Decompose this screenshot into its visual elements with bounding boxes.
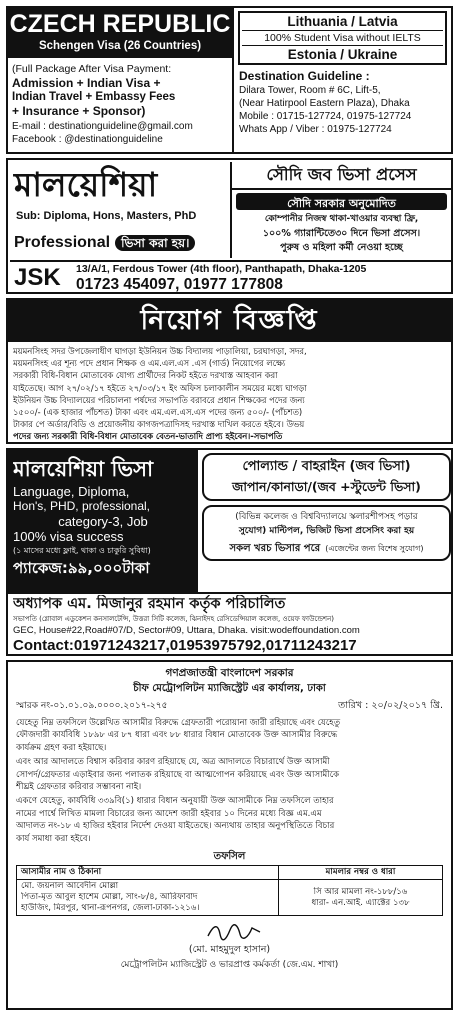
case-number: সি আর মামলা নং-১৮৮/১৬: [313, 887, 408, 898]
memo-row: [16, 698, 443, 714]
office-name: চীফ মেট্রোপলিটন ম্যাজিস্ট্রেট এর কার্যালয়, ঢাকা: [133, 683, 326, 694]
destination-contact: [234, 65, 451, 136]
czech-left-panel: [8, 8, 232, 152]
student-visa-line: 100% Student Visa without IELTS: [242, 30, 443, 46]
recruitment-line: টাকার পে অর্ডার/বিডি ও প্রয়োজনীয় কাগজপত্রাদিসহ দরখাস্ত দাখিল করতে হইবে। উভয়: [13, 419, 305, 430]
tofsil-table: [16, 865, 443, 916]
facebook-text: Facebook : @destinationguideline: [12, 134, 163, 145]
address-line: (Near Hatirpool Eastern Plaza), Dhaka: [239, 98, 410, 109]
recruitment-line: পদের জন্য সরকারী বিধি-বিধান মোতাবেক বেতন-ভাতাদি প্রাপ্য হইবেন।-সভাপতি: [13, 431, 283, 442]
signer-name: (মো. মাহমুদুল হাসান): [188, 944, 271, 956]
recruitment-line: ১৫০০/- (এক হাজার পাঁচশত) টাকা এবং এম.এল.এস.এস পদের জন্য ৫০০/- (পাঁচশত): [13, 407, 303, 418]
professional-label: Professional: [14, 234, 111, 251]
agent-offer: (এজেন্টের জন্য বিশেষ সুযোগ): [325, 544, 424, 553]
signer-designation: মেট্রোপলিটন ম্যাজিস্ট্রেট ও ভারপ্রাপ্ত কর্মকর্তা (জে.এম. শাখা): [120, 960, 339, 971]
company-name: Destination Guideline :: [239, 69, 370, 83]
notice-line: কার্যক্রম গ্রহণ করা হইয়াছে।: [16, 742, 107, 753]
poland-title-2: জাপান/কানাডা/(জব +স্টুডেন্ট ভিসা): [232, 479, 421, 494]
notice-line: এবং আর আদালতে বিশ্বাস করিবার কারণ রহিয়াছে যে, অত্র আদালতে বিচারার্থে উক্ত আসামী: [16, 757, 330, 768]
accused-address: হাউজিং, মিরপুর, থানা-রূপনগর, জেলা-ঢাকা-১২১৬।: [21, 903, 200, 914]
accused-cell: [17, 880, 279, 916]
notice-line: শীঘ্রই গ্রেফতার করিবার সম্ভাবনা নাই।: [16, 782, 142, 793]
subjects-text: Sub: Diploma, Hons, Masters, PhD: [16, 210, 197, 222]
visa-category-line: 100% visa success: [13, 529, 124, 544]
accused-address: পিতা-মৃত আবুল হাশেম মোল্লা, সাং-৮/৪, আরিফাবাদ: [21, 892, 198, 903]
czech-title: CZECH REPUBLIC: [9, 10, 231, 38]
accused-column-header: আসামীর নাম ও ঠিকানা: [17, 866, 279, 880]
notice-line: ফৌজদারী কার্যবিধি ১৮৯৮ এর ৮৭ ধারা এবং ৮৮ ধারার বিধান মোতাবেক উক্ত আসামীর বিরুদ্ধে: [16, 730, 338, 741]
saudi-line: পুরুষ ও মহিলা কর্মী নেওয়া হচ্ছে: [280, 242, 403, 253]
poland-info-box: [202, 505, 451, 561]
package-line: Indian Travel + Embassy Fees: [12, 91, 176, 103]
accused-name: মো. জয়নাল আবেদীন মোল্লা: [21, 881, 119, 892]
poland-cost-line: [208, 538, 445, 556]
jsk-malaysia-saudi-ad: [6, 158, 453, 294]
czech-subtitle: Schengen Visa (26 Countries): [38, 40, 202, 52]
malaysia-title: মালয়েশিয়া: [14, 165, 158, 204]
destination-right-panel: [232, 8, 451, 152]
visa-category-line: Language, Diploma,: [13, 484, 130, 499]
tofsil-heading: তফসিল: [213, 851, 246, 863]
contact-numbers: Contact:01971243217,01953975792,01711243217: [13, 637, 357, 654]
table-header-row: [17, 866, 443, 880]
poland-block: [202, 453, 451, 593]
mobile-text: Mobile : 01715-127724, 01975-127724: [239, 111, 412, 122]
malaysia-visa-footer: [8, 592, 451, 654]
saudi-title: সৌদি জব ভিসা প্রসেস: [232, 162, 451, 190]
saudi-approved: সৌদি সরকার অনুমোদিত: [287, 197, 396, 210]
cost-after-visa: সকল খরচ ভিসার পরে: [229, 543, 321, 554]
poland-body-line: সুযোগ) মাল্টিপল, ভিজিট ভিসা প্রসেসিং করা হয়: [238, 526, 415, 536]
recruitment-body: [8, 342, 451, 443]
notice-paragraph: [16, 756, 443, 793]
recruitment-line: ময়মনসিংহ সদর উপজেলাধীণ ঘাগড়া ইউনিয়ন উচ্চ বিদ্যালয় পাড়ালিয়া, চরঘাগড়া, সদর,: [13, 346, 307, 356]
saudi-approved-bar: [236, 193, 447, 210]
recruitment-line: যাইতেছে। আগ ২৭/০২/১৭ হইতে ২৭/০৩/১৭ ইং অফিস চলাকালীন সময়ের মধ্যে ঘাগড়া: [13, 382, 307, 393]
signature-block: [8, 916, 451, 986]
notice-line: নামের পার্শ্বে লিখিত মামলা বিচারের জন্য আদেশ জারী হইবার ১০ দিনের মধ্যে বিজ্ঞ এম.এম: [16, 808, 322, 819]
notice-line: যেহেতু নিম্ন তফসিলে উল্লেখিত আসামীর বিরুদ্ধে গ্রেফতারী পরোয়ানা জারী রহিয়াছে এবং যেহেতু: [16, 718, 341, 728]
notice-line: একণে যেহেতু, কার্যবিধি ৩৩৯বি(১) ধারার বিধান অনুযায়ী উক্ত আসামীকে নিম্ন তফসিলে তাহার: [16, 796, 334, 807]
countries-line-2: Estonia / Ukraine: [287, 47, 398, 62]
signature-scribble: [204, 922, 264, 942]
case-cell: [279, 880, 443, 916]
countries-box: [238, 11, 447, 65]
jsk-logo: JSK: [14, 264, 61, 291]
package-line: (Full Package After Visa Payment:: [12, 63, 172, 75]
package-price: প্যাকেজ:৯৯,০০০টাকা: [13, 559, 150, 577]
recruitment-notice-ad: [6, 298, 453, 444]
recruitment-title: নিয়োগ বিজ্ঞপ্তি: [8, 300, 451, 342]
gec-address: GEC, House#22,Road#07/D, Sector#09, Uttara, Dhaka. visit:wodeffoundation.com: [13, 625, 360, 636]
notice-paragraph: [16, 717, 443, 754]
notice-line: সোপর্দ/গ্রেফতার এড়াইবার জন্য পলাতক রহিয়াছে বা আত্মগোপন করিয়াছে এবং উক্ত আসামীকে: [16, 769, 340, 780]
address-line: Dilara Tower, Room # 6C, Lift-5,: [239, 85, 381, 96]
czech-package: [8, 58, 232, 118]
czech-title-banner: [8, 8, 232, 58]
professional-line: [10, 232, 228, 255]
czech-contacts: [8, 118, 232, 146]
notice-line: আদালত নং-১৮ এ হাজির হইবার নির্দেশ দেওয়া যাইতেছে। অন্যথায় তাহার অনুপস্থিতিতে বিচার: [16, 821, 335, 832]
email-text: E-mail : destinationguideline@gmail.com: [12, 121, 193, 132]
saudi-block: [230, 162, 451, 258]
poland-body-line: (বিভিন্ন কলেজ ও বিশ্ববিদ্যালয়ে স্কলারশীপসহ পড়ার: [235, 512, 418, 522]
notice-line: কার্য সমাধা করা হইবে।: [16, 833, 91, 844]
memo-number: স্মারক নং-০১.০১.০৯.০০০০.২০১৭-২৭৫: [16, 701, 168, 711]
notice-body: [8, 714, 451, 845]
notice-header: [8, 662, 451, 696]
poland-title-1: পোল্যান্ড / বাহরাইন (জব ভিসা): [242, 459, 411, 474]
jsk-address: 13/A/1, Ferdous Tower (4th floor), Panthapath, Dhaka-1205: [76, 263, 367, 275]
malaysia-visa-title: মালয়েশিয়া ভিসা: [13, 457, 154, 481]
czech-republic-ad: [6, 6, 453, 154]
visa-pill: ভিসা করা হয়।: [115, 235, 195, 251]
case-column-header: মামলার নম্বর ও ধারা: [279, 866, 443, 880]
malaysia-visa-left: [8, 450, 198, 592]
director-line: অধ্যাপক এম. মিজানুর রহমান কর্তৃক পরিচালিত: [13, 596, 286, 612]
malaysia-block: [10, 162, 228, 258]
recruitment-line: ইউনিয়ন উচ্চ বিদ্যালয়ের পরিচালনা পর্ষদের সভাপতি বরাবরে প্রধান শিক্ষকের পদের জন্য: [13, 394, 305, 405]
recruitment-line: ময়মনসিংহ এর শূন্য পদে প্রধান শিক্ষক ও এম.এল.এস .এস (গার্ড) নিয়োগের লক্ষ্যে: [13, 358, 286, 369]
recruitment-line: সরকারী বিধি-বিধান মোতাবেক যোগ্য প্রার্থীদের নিকট হইতে দরখাস্ত আহবান করা: [13, 370, 278, 381]
countries-line-1: Lithuania / Latvia: [287, 14, 398, 29]
notice-paragraph: [16, 795, 443, 845]
notice-date: তারিখ : ২০/০২/২০১৭ খ্রি.: [338, 700, 443, 711]
package-line: Admission + Indian Visa +: [12, 76, 161, 90]
whatsapp-text: Whats App / Viber : 01975-127724: [239, 124, 392, 135]
govt-name: গণপ্রজাতন্ত্রী বাংলাদেশ সরকার: [165, 667, 294, 679]
table-row: [17, 880, 443, 916]
visa-category-line: Hon's, PHD, professional,: [13, 499, 151, 513]
visa-category-line: category-3, Job: [58, 514, 148, 529]
package-line: + Insurance + Sponsor): [12, 104, 146, 118]
saudi-line: কোম্পানীর নিজস্ব থাকা-খাওয়ার ব্যবস্থা ফ্রি,: [264, 214, 419, 224]
jsk-phones: 01723 454097, 01977 177808: [76, 276, 283, 293]
court-notice: [6, 660, 453, 1010]
month-facility-line: (১ মাসের মধ্যে ফ্লাই, থাকা ও চাকুরি সুবিধা): [13, 546, 151, 555]
jsk-footer: [10, 260, 451, 292]
chairman-line: সভাপতি (গ্লোবাল এডুকেশন কনসালটেন্সি, উত্তরা সিটি কলেজ, ঝিনাইদহ রেসিডেন্সিয়াল কলেজ, ওয়েফ ফাউন্ডেশন): [13, 615, 334, 623]
malaysia-visa-ad: [6, 448, 453, 656]
case-section: ধারা- এন.আই. এ্যাক্টের ১৩৮: [311, 898, 410, 909]
saudi-line: ১০০% গ্যারান্টিতে৩০ দিনে ভিসা প্রসেস।: [262, 228, 421, 239]
poland-title-box: [202, 453, 451, 501]
